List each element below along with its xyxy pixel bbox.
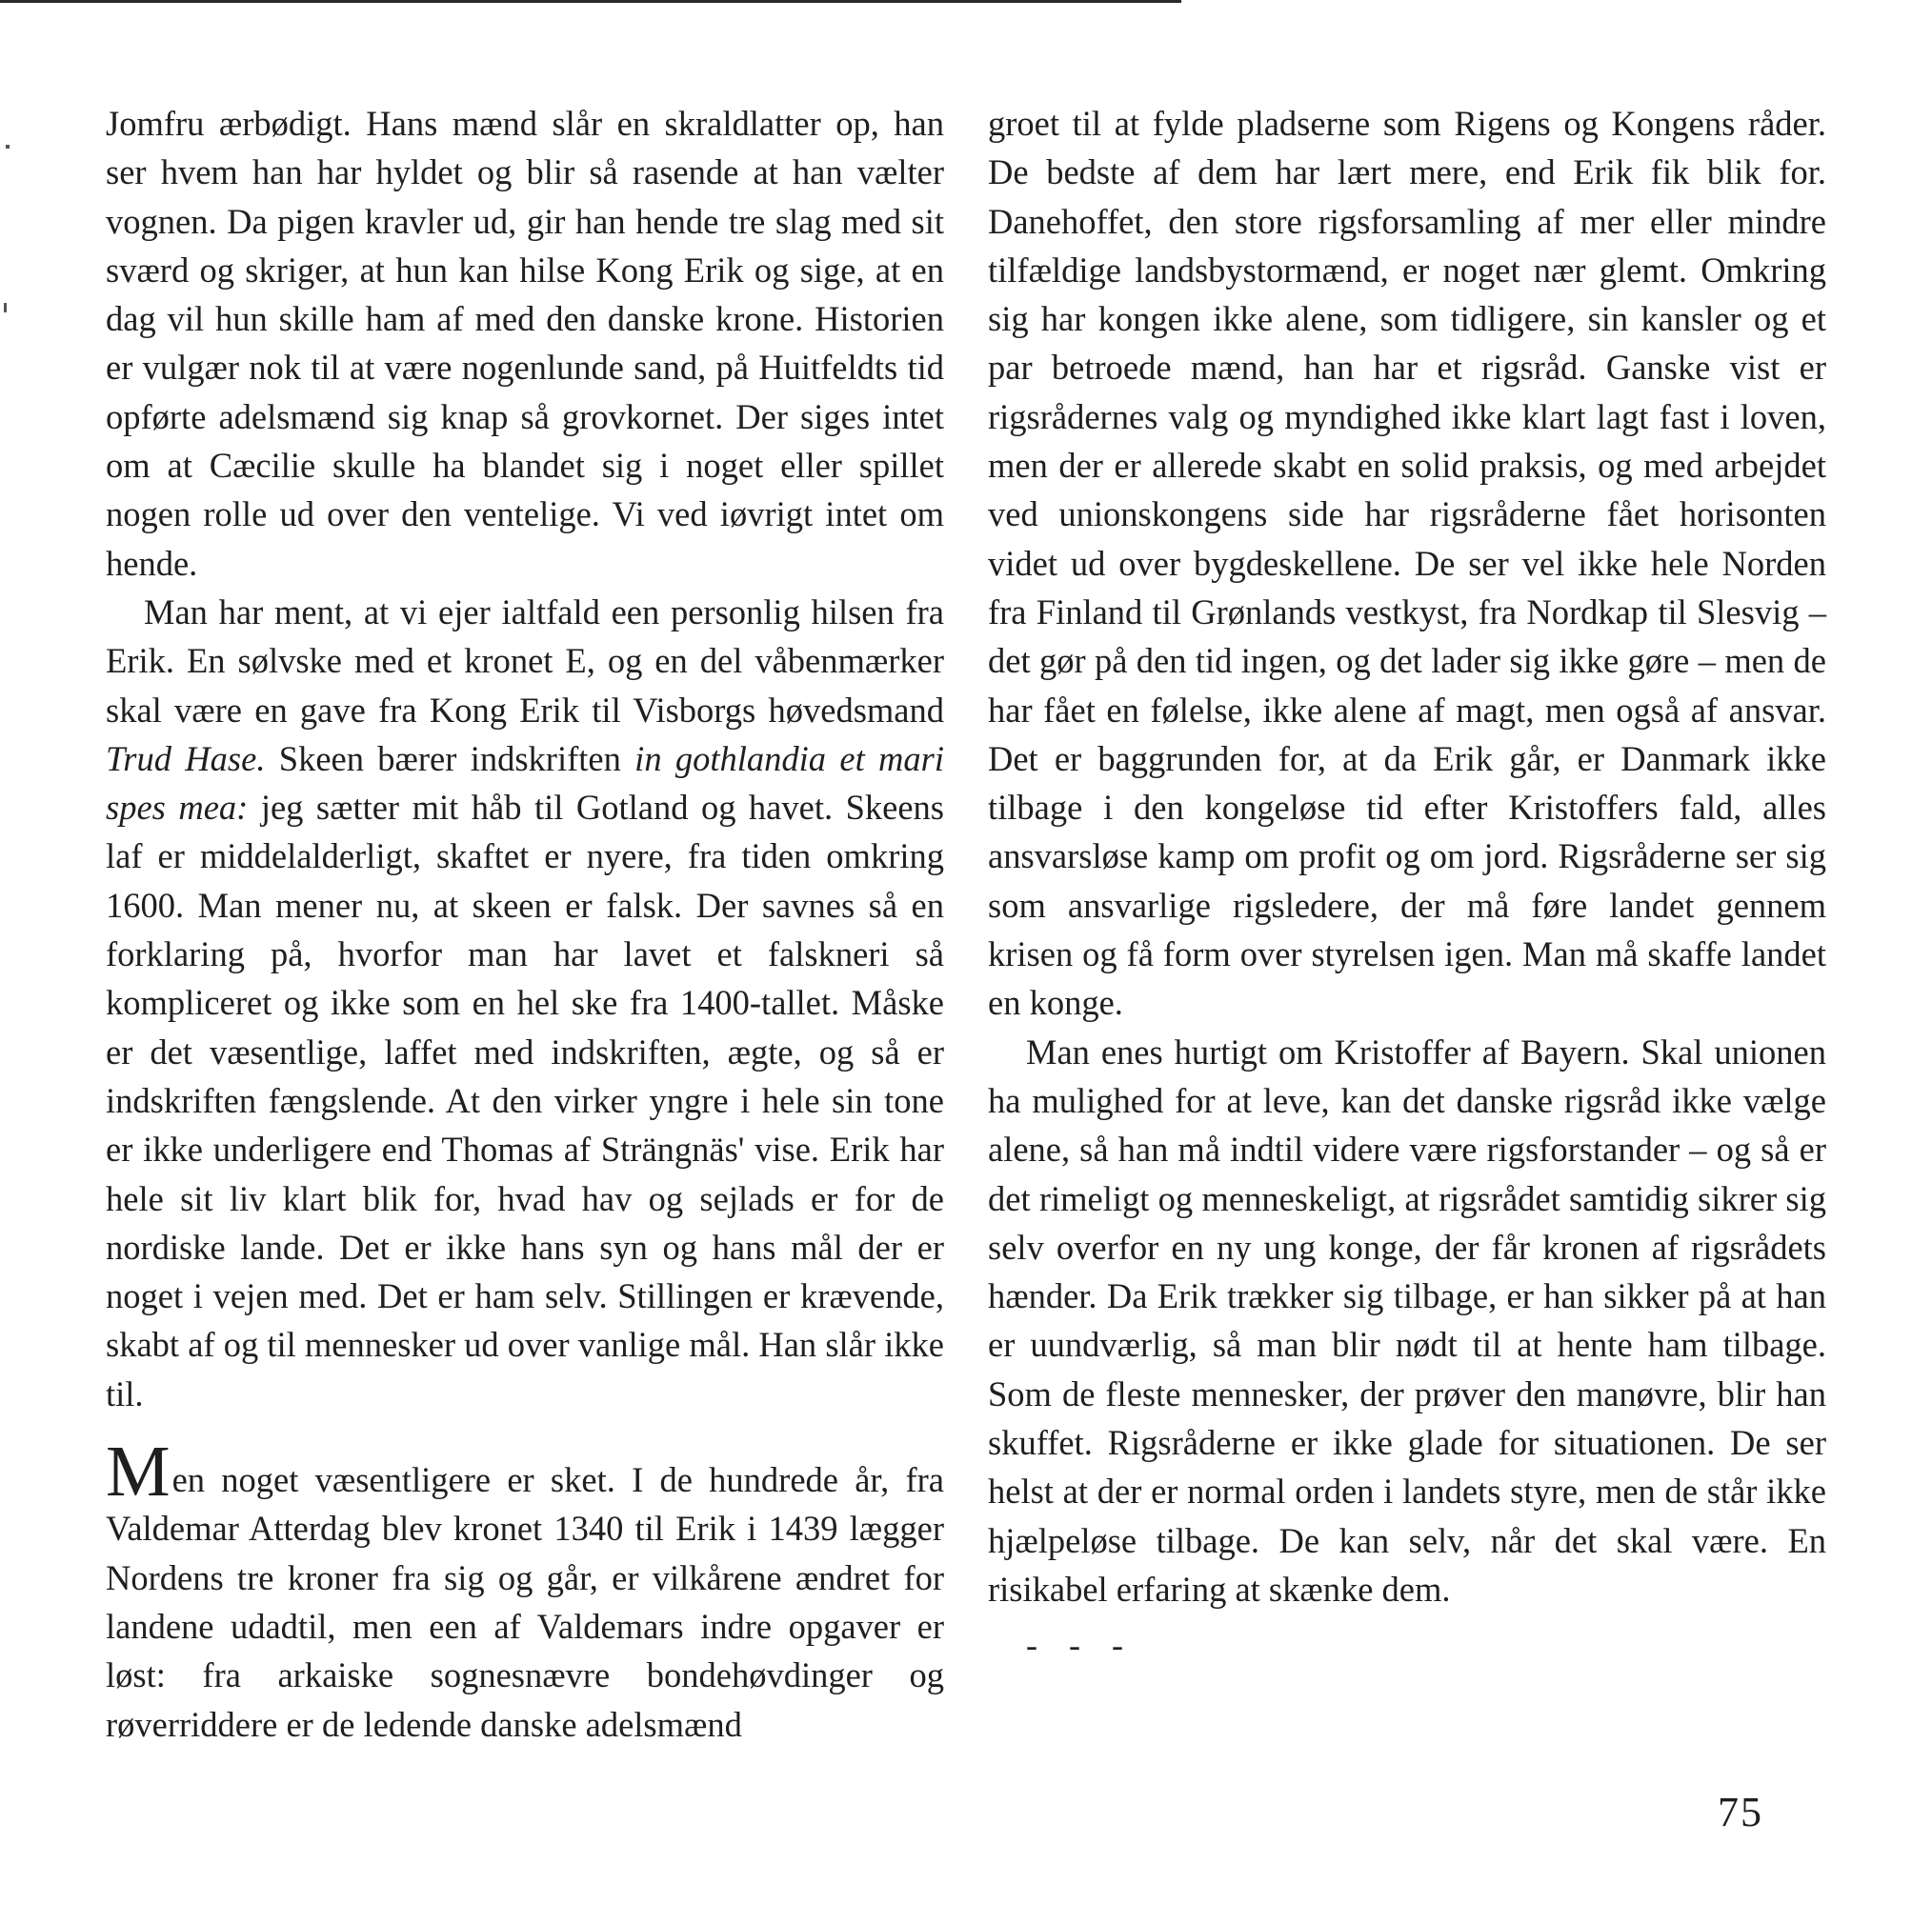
paragraph: groet til at fylde pladserne som Rigens og Kongens råder. De bedste af dem har lært mere, end Erik fik blik for. Danehoffet, den store rigsforsamling af mer eller mindre tilfældige landsbystormænd, er noget nær glemt. Omkring sig har kongen ikke alene, som tidligere, sin kansler og et par betroede mænd, han har et rigsråd. Ganske vist er rigsrådernes valg og myndighed ikke klart lagt fast i loven, men der er allerede skabt en solid praksis, og med arbejdet ved unionskongens side har rigsråderne fået horisonten videt ud over bygdeskellene. De ser vel ikke hele Norden fra Finland til Grønlands vestkyst, fra Nordkap til Slesvig – det gør på den tid ingen, og det lader sig ikke gøre – men de har fået en følelse, ikke alene af magt, men også af ansvar. Det er baggrunden for, at da Erik går, er Danmark ikke tilbage i den kongeløse tid efter Kristoffers fald, alles ansvarsløse kamp om profit og om jord. Rigsråderne ser sig som ansvarlige rigsledere, der må føre landet gennem krisen og få form over styrelsen igen. Man må skaffe landet en konge. (988, 104, 1826, 1023)
page-number: 75 (1718, 1789, 1763, 1835)
italic-name: Trud Hase. (106, 738, 266, 778)
italic-inscription: in gothlandia et mari spes mea: (106, 738, 944, 828)
right-column (988, 99, 1826, 1671)
paragraph: Jomfru ærbødigt. Hans mænd slår en skraldlatter op, han ser hvem han har hyldet og blir så rasende at han vælter vognen. Da pigen kravler ud, gir han hende tre slag med sit sværd og skriger, at hun kan hilse Kong Erik og sige, at en dag vil hun skille ham af med den danske krone. Historien er vulgær nok til at være nogenlunde sand, på Huitfeldts tid opførte adelsmænd sig knap så grovkornet. Der siges intet om at Cæcilie skulle ha blandet sig i noget eller spillet nogen rolle ud over den ventelige. Vi ved iøvrigt intet om hende. (106, 104, 944, 583)
margin-mark (6, 145, 10, 149)
top-rule (0, 0, 1181, 3)
section-paragraph: Men noget væsentligere er sket. I de hundrede år, fra Valdemar Atterdag blev kronet 1340 til Erik i 1439 lægger Nordens tre kroner fra sig og går, er vilkårene ændret for landene udadtil, men een af Valdemars indre opgaver er løst: fra arkaiske sognesnævre bondehøvdinger og røverriddere er de ledende danske adelsmænd (106, 1432, 944, 1744)
text-run: Skeen bærer indskriften (265, 738, 635, 778)
text-run: Man har ment, at vi ejer ialtfald een personlig hilsen fra Erik. En sølvske med et kronet E, og en del våbenmærker skal være en gave fra Kong Erik til Visborgs høvedsmand (106, 591, 944, 730)
end-mark: - - - (1026, 1626, 1135, 1665)
paragraph (106, 588, 944, 1418)
paragraph: Man enes hurtigt om Kristoffer af Bayern. Skal unionen ha mulighed for at leve, kan det danske rigsråd ikke vælge alene, så han må indtil videre være rigsforstander – og så er det rimeligt og menneskeligt, at rigsrådet samtidig sikrer sig selv overfor en ny ung konge, der får kronen af rigsrådets hænder. Da Erik trækker sig tilbage, er han sikker på at han er uundværlig, så man blir nødt til at hente ham tilbage. Som de fleste mennesker, der prøver den manøvre, blir han skuffet. Rigsråderne er ikke glade for situationen. De ser helst at der er normal orden i landets styre, men de står ikke hjælpeløse tilbage. De kan selv, når det skal være. En risikabel erfaring at skænke dem. (988, 1032, 1826, 1609)
text-run: jeg sætter mit håb til Gotland og havet. Skeens laf er middelalderligt, skaftet er nyere, fra tiden omkring 1600. Man mener nu, at skeen er falsk. Der savnes så en forklaring på, hvorfor man har lavet et falskneri så kompliceret og ikke som en hel ske fra 1400-tallet. Måske er det væsentlige, laffet med indskriften, ægte, og så er indskriften fængslende. At den virker yngre i hele sin tone er ikke underligere end Thomas af Strängnäs' vise. Erik har hele sit liv klart blik for, hvad hav og sejlads er for de nordiske lande. Det er ikke hans syn og hans mål der er noget i vejen med. Det er ham selv. Stillingen er krævende, skabt af og til mennesker ud over vanlige mål. Han slår ikke til. (106, 788, 944, 1413)
margin-mark (4, 303, 7, 312)
left-column (106, 99, 944, 1749)
